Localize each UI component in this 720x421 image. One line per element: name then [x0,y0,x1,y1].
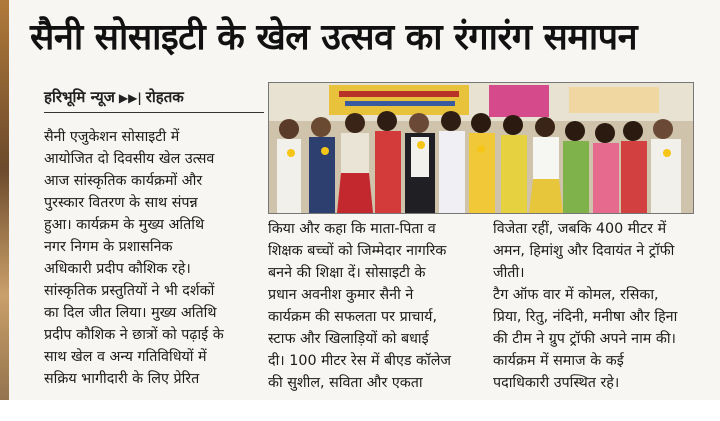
byline-arrow-icon: ▶▶| [118,91,142,105]
byline-source: हरिभूमि न्यूज [44,88,115,106]
byline [44,86,264,113]
event-photo-illustration [269,83,693,213]
event-photo [268,82,694,214]
byline-location: रोहतक [145,88,184,106]
article-column-1: सैनी एजुकेशन सोसाइटी में आयोजित दो दिवसीय खेल उत्सव आज सांस्कृतिक कार्यक्रमों और पुरस्कार वितरण के साथ संपन्न हुआ। कार्यक्रम के मुख्य अतिथि नगर निगम के प्रशासनिक अधिकारी प्रदीप कौशिक रहे। सांस्कृतिक प्रस्तुतियों ने भी दर्शकों का दिल जीत लिया। मुख्य अतिथि प्रदीप कौशिक ने छात्रों को पढ़ाई के साथ खेल व अन्य गतिविधियों में सक्रिय भागीदारी के लिए प्रेरित [44,129,224,387]
page-bottom-margin [0,400,720,421]
article-column-2: किया और कहा कि माता-पिता व शिक्षक बच्चों को जिम्मेदार नागरिक बनने की शिक्षा दें। सोसाइटी के प्रधान अवनीश कुमार सैनी ने कार्यक्रम की सफलता पर प्राचार्य, स्टाफ और खिलाड़ियों को बधाई दी। 100 मीटर रेस में बीएड कॉलेज की सुशील, सविता और एकता [268,221,452,391]
headline: सैनी सोसाइटी के खेल उत्सव का रंगारंग समापन [30,17,638,58]
article-column-3: विजेता रहीं, जबकि 400 मीटर में अमन, हिमांशु और दिवायंत ने ट्रॉफी जीती। टैग ऑफ वार में कोमल, रसिका, प्रिया, रितु, नंदिनी, मनीषा और हिना की टीम ने ग्रुप ट्रॉफी अपने नाम की। कार्यक्रम में समाज के कई पदाधिकारी उपस्थित रहे। [493,221,678,391]
adjacent-photo-edge [0,0,9,421]
